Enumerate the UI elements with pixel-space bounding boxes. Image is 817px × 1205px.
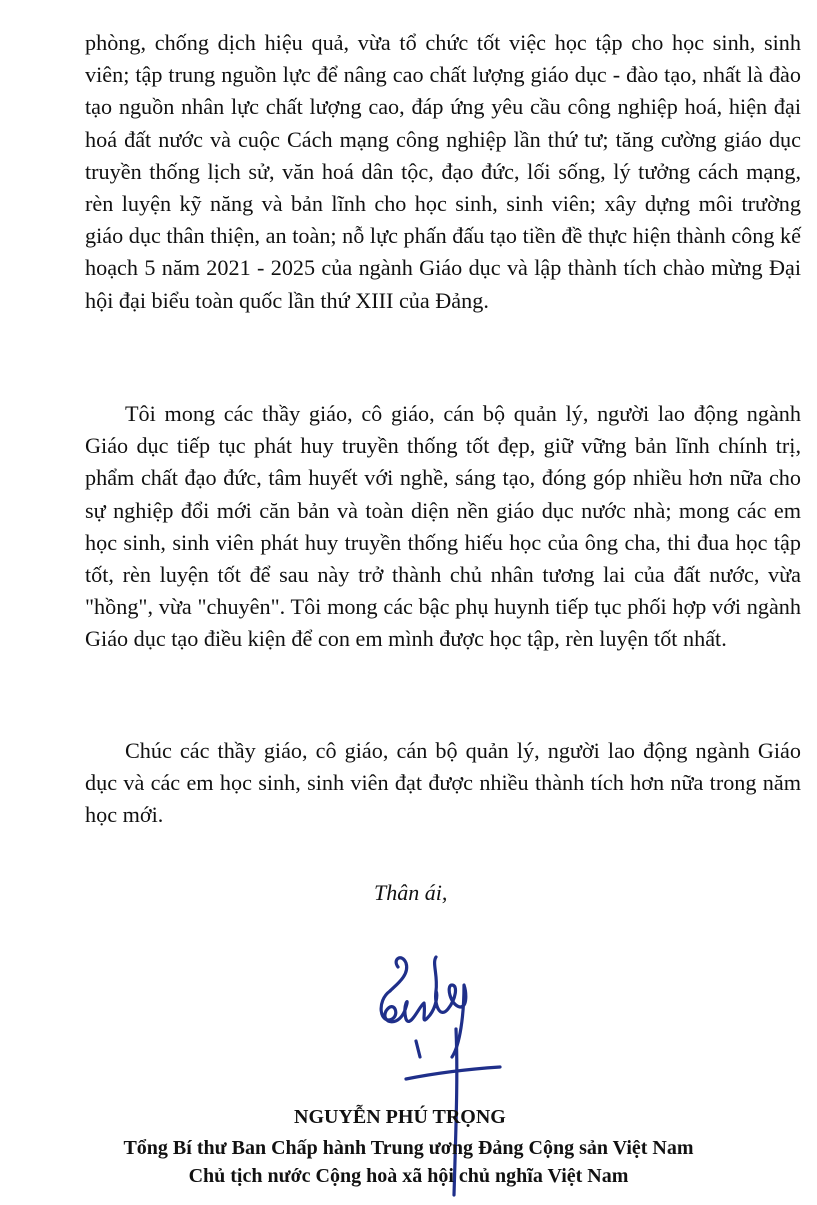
paragraph-text: Chúc các thầy giáo, cô giáo, cán bộ quản lý, người lao động ngành Giáo dục và các em học sinh, sinh viên đạt được nhiều thành tích hơn nữa trong năm học mới. [85, 738, 801, 828]
signer-title-state: Chủ tịch nước Cộng hoà xã hội chủ nghĩa Việt Nam [188, 1165, 629, 1187]
letter-body-paragraph-2 [85, 398, 801, 656]
paragraph-text: phòng, chống dịch hiệu quả, vừa tổ chức tốt việc học tập cho học sinh, sinh viên; tập trung nguồn lực để nâng cao chất lượng giáo dục - đào tạo, nhất là đào tạo nguồn nhân lực chất lượng cao, đáp ứng yêu cầu công nghiệp hoá, hiện đại hoá đất nước và cuộc Cách mạng công nghiệp lần thứ tư; tăng cường giáo dục truyền thống lịch sử, văn hoá dân tộc, đạo đức, lối sống, lý tưởng cách mạng, rèn luyện kỹ năng và bản lĩnh cho học sinh, sinh viên; xây dựng môi trường giáo dục thân thiện, an toàn; nỗ lực phấn đấu tạo tiền đề thực hiện thành công kế hoạch 5 năm 2021 - 2025 của ngành Giáo dục và lập thành tích chào mừng Đại hội đại biểu toàn quốc lần thứ XIII của Đảng. [85, 30, 801, 313]
letter-body-paragraph-1 [85, 27, 801, 317]
signer-title-party: Tổng Bí thư Ban Chấp hành Trung ương Đảng Cộng sản Việt Nam [123, 1137, 694, 1159]
closing-salutation: Thân ái, [374, 880, 448, 905]
letter-body-paragraph-3 [85, 735, 801, 832]
paragraph-text: Tôi mong các thầy giáo, cô giáo, cán bộ quản lý, người lao động ngành Giáo dục tiếp tục phát huy truyền thống tốt đẹp, giữ vững bản lĩnh chính trị, phẩm chất đạo đức, tâm huyết với nghề, sáng tạo, đóng góp nhiều hơn nữa cho sự nghiệp đổi mới căn bản và toàn diện nền giáo dục nước nhà; mong các em học sinh, sinh viên phát huy truyền thống hiếu học của ông cha, thi đua học tập tốt, rèn luyện tốt để sau này trở thành chủ nhân tương lai của đất nước, vừa "hồng", vừa "chuyên". Tôi mong các bậc phụ huynh tiếp tục phối hợp với ngành Giáo dục tạo điều kiện để con em mình được học tập, rèn luyện tốt nhất. [85, 401, 801, 652]
signer-name: NGUYỄN PHÚ TRỌNG [294, 1106, 506, 1128]
